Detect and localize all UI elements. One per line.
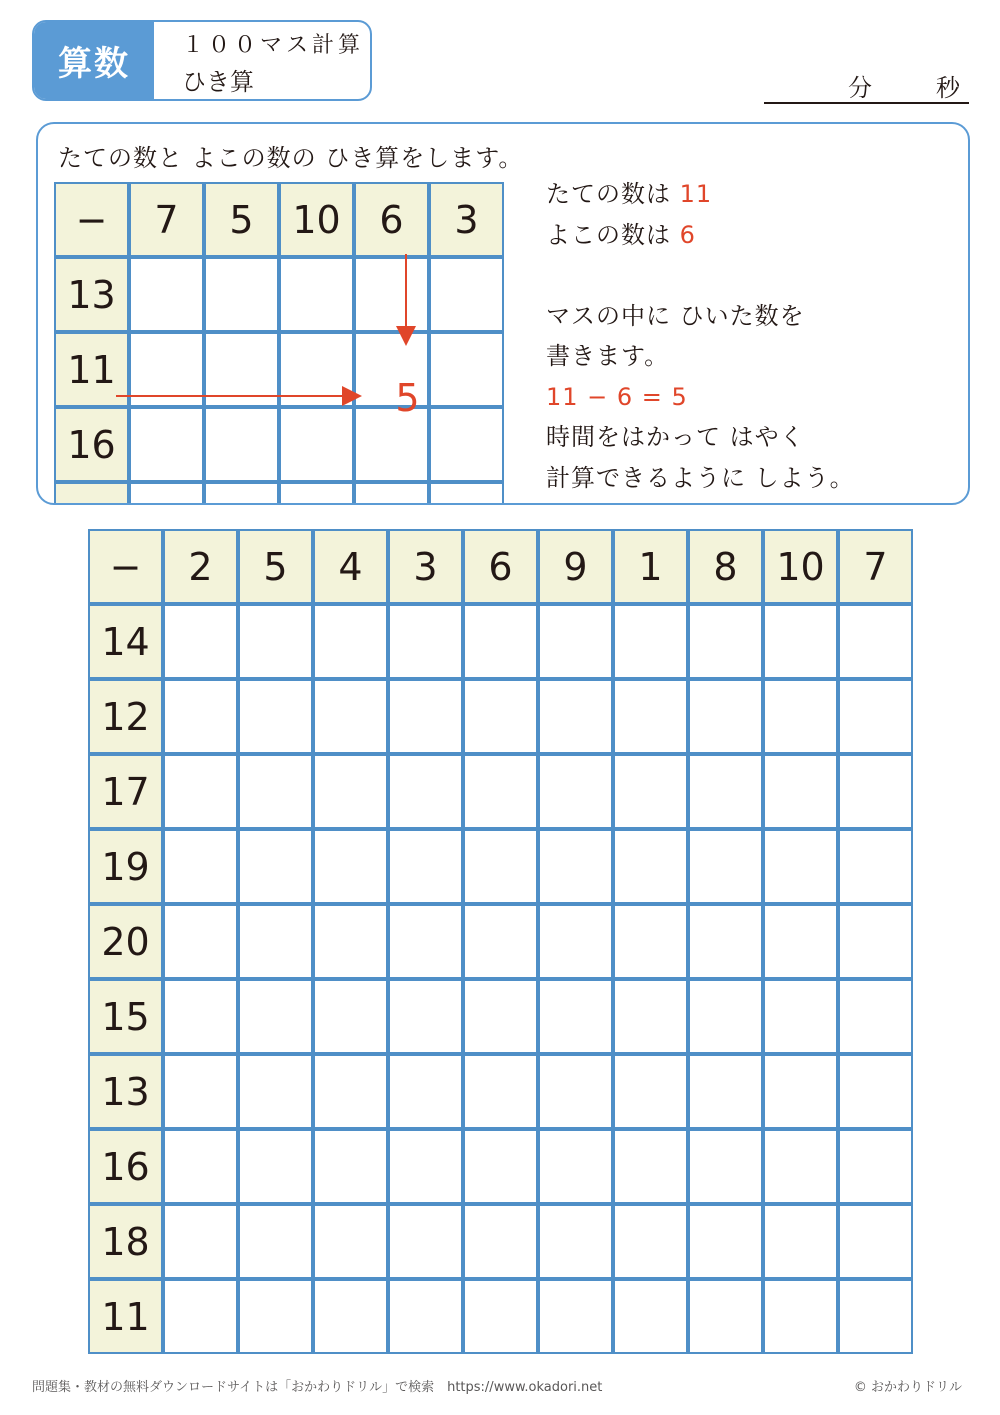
row-header-cell: 12 bbox=[88, 679, 163, 754]
answer-cell[interactable] bbox=[463, 829, 538, 904]
example-equation: 11 − 6 = 5 bbox=[546, 382, 688, 411]
example-box bbox=[36, 122, 970, 505]
answer-cell[interactable] bbox=[163, 1204, 238, 1279]
tate-value: 11 bbox=[679, 180, 713, 208]
answer-cell[interactable] bbox=[613, 1129, 688, 1204]
example-intro: たての数と よこの数の ひき算をします。 bbox=[58, 144, 524, 172]
answer-cell[interactable] bbox=[163, 754, 238, 829]
answer-cell[interactable] bbox=[688, 1279, 763, 1354]
answer-cell[interactable] bbox=[763, 604, 838, 679]
worksheet-title: １００マス計算 bbox=[182, 33, 365, 58]
answer-cell[interactable] bbox=[838, 1054, 913, 1129]
row-header-cell: 17 bbox=[88, 754, 163, 829]
col-header-cell: 6 bbox=[463, 529, 538, 604]
answer-cell[interactable] bbox=[463, 1129, 538, 1204]
answer-cell[interactable] bbox=[538, 829, 613, 904]
answer-cell[interactable] bbox=[463, 1279, 538, 1354]
answer-cell[interactable] bbox=[313, 1129, 388, 1204]
row-header-cell: 15 bbox=[88, 979, 163, 1054]
col-header-cell: 7 bbox=[838, 529, 913, 604]
answer-cell[interactable] bbox=[463, 679, 538, 754]
answer-cell[interactable] bbox=[238, 829, 313, 904]
answer-cell[interactable] bbox=[388, 829, 463, 904]
answer-cell[interactable] bbox=[838, 1129, 913, 1204]
example-answer: 5 bbox=[395, 375, 420, 420]
answer-cell[interactable] bbox=[238, 754, 313, 829]
example-arrows bbox=[54, 182, 514, 505]
answer-cell[interactable] bbox=[538, 1129, 613, 1204]
row-header-cell: 16 bbox=[88, 1129, 163, 1204]
title-box bbox=[32, 20, 372, 101]
answer-cell[interactable] bbox=[313, 754, 388, 829]
answer-cell[interactable] bbox=[838, 979, 913, 1054]
answer-cell[interactable] bbox=[838, 904, 913, 979]
answer-cell[interactable] bbox=[313, 679, 388, 754]
answer-cell[interactable] bbox=[463, 904, 538, 979]
answer-cell[interactable] bbox=[388, 679, 463, 754]
answer-cell[interactable] bbox=[163, 604, 238, 679]
instruction-line-4: 計算できるように しよう。 bbox=[546, 463, 855, 492]
answer-cell[interactable] bbox=[613, 754, 688, 829]
answer-cell[interactable] bbox=[238, 679, 313, 754]
col-header-cell: 5 bbox=[238, 529, 313, 604]
answer-cell[interactable] bbox=[163, 679, 238, 754]
answer-cell[interactable] bbox=[538, 1054, 613, 1129]
answer-cell[interactable] bbox=[763, 1129, 838, 1204]
col-header-cell: 2 bbox=[163, 529, 238, 604]
answer-cell[interactable] bbox=[538, 1204, 613, 1279]
answer-cell[interactable] bbox=[238, 979, 313, 1054]
footer-copyright: © おかわりドリル bbox=[853, 1380, 962, 1395]
worksheet-subtitle: ひき算 bbox=[182, 68, 254, 96]
answer-cell[interactable] bbox=[613, 604, 688, 679]
answer-cell[interactable] bbox=[463, 1054, 538, 1129]
spacer-line bbox=[546, 255, 855, 296]
answer-cell[interactable] bbox=[613, 1279, 688, 1354]
example-col-header: 7 bbox=[129, 182, 204, 257]
answer-cell[interactable] bbox=[463, 1204, 538, 1279]
answer-cell[interactable] bbox=[688, 1054, 763, 1129]
answer-cell[interactable] bbox=[163, 904, 238, 979]
answer-cell[interactable] bbox=[538, 1279, 613, 1354]
answer-cell[interactable] bbox=[613, 1204, 688, 1279]
instruction-line-3: 時間をはかって はやく bbox=[546, 423, 805, 451]
answer-cell[interactable] bbox=[238, 1279, 313, 1354]
answer-cell[interactable] bbox=[388, 604, 463, 679]
answer-cell[interactable] bbox=[163, 829, 238, 904]
hundred-cell-grid bbox=[88, 529, 913, 1354]
answer-cell[interactable] bbox=[688, 904, 763, 979]
col-header-cell: 1 bbox=[613, 529, 688, 604]
answer-cell[interactable] bbox=[763, 1054, 838, 1129]
answer-cell[interactable] bbox=[388, 1279, 463, 1354]
answer-cell[interactable] bbox=[313, 979, 388, 1054]
answer-cell[interactable] bbox=[763, 979, 838, 1054]
answer-cell[interactable] bbox=[313, 1279, 388, 1354]
row-header-cell: 19 bbox=[88, 829, 163, 904]
row-header-cell: 11 bbox=[88, 1279, 163, 1354]
answer-cell[interactable] bbox=[838, 604, 913, 679]
instruction-line-1: マスの中に ひいた数を bbox=[546, 301, 805, 330]
answer-cell[interactable] bbox=[763, 829, 838, 904]
answer-cell[interactable] bbox=[688, 1204, 763, 1279]
example-row-header: 16 bbox=[54, 407, 129, 482]
col-header-cell: 4 bbox=[313, 529, 388, 604]
answer-cell[interactable] bbox=[763, 1204, 838, 1279]
example-col-header: 10 bbox=[279, 182, 354, 257]
answer-cell[interactable] bbox=[613, 829, 688, 904]
answer-cell[interactable] bbox=[613, 904, 688, 979]
yoko-value: 6 bbox=[679, 220, 696, 249]
answer-cell[interactable] bbox=[238, 604, 313, 679]
example-operator-cell: − bbox=[54, 182, 129, 257]
answer-cell[interactable] bbox=[763, 1279, 838, 1354]
answer-cell[interactable] bbox=[763, 904, 838, 979]
answer-cell[interactable] bbox=[238, 1129, 313, 1204]
answer-cell[interactable] bbox=[463, 604, 538, 679]
answer-cell[interactable] bbox=[838, 829, 913, 904]
answer-cell[interactable] bbox=[388, 1129, 463, 1204]
example-col-header: 6 bbox=[354, 182, 429, 257]
example-row-header: 13 bbox=[54, 257, 129, 332]
answer-cell[interactable] bbox=[163, 979, 238, 1054]
explanation-text bbox=[546, 174, 855, 498]
answer-cell[interactable] bbox=[238, 904, 313, 979]
answer-cell[interactable] bbox=[388, 1054, 463, 1129]
answer-cell[interactable] bbox=[388, 1204, 463, 1279]
answer-cell[interactable] bbox=[163, 1129, 238, 1204]
time-record-field bbox=[764, 60, 969, 104]
yoko-line bbox=[546, 215, 855, 256]
footer-site-info: 問題集・教材の無料ダウンロードサイトは「おかわりドリル」で検索 https://www.okadori.net bbox=[32, 1380, 603, 1395]
answer-cell[interactable] bbox=[838, 1204, 913, 1279]
answer-cell[interactable] bbox=[763, 754, 838, 829]
answer-cell[interactable] bbox=[688, 829, 763, 904]
answer-cell[interactable] bbox=[688, 979, 763, 1054]
yoko-label: よこの数は bbox=[546, 220, 680, 249]
answer-cell[interactable] bbox=[313, 829, 388, 904]
answer-cell[interactable] bbox=[163, 1279, 238, 1354]
tate-label: たての数は bbox=[546, 180, 680, 208]
example-row-header: 11 bbox=[54, 332, 129, 407]
answer-cell[interactable] bbox=[313, 904, 388, 979]
col-header-cell: 8 bbox=[688, 529, 763, 604]
tate-line bbox=[546, 174, 855, 215]
answer-cell[interactable] bbox=[838, 754, 913, 829]
example-col-header: 3 bbox=[429, 182, 504, 257]
row-header-cell: 18 bbox=[88, 1204, 163, 1279]
col-header-cell: 10 bbox=[763, 529, 838, 604]
answer-cell[interactable] bbox=[838, 1279, 913, 1354]
example-grid bbox=[54, 182, 514, 505]
answer-cell[interactable] bbox=[463, 979, 538, 1054]
answer-cell[interactable] bbox=[313, 1204, 388, 1279]
answer-cell[interactable] bbox=[538, 754, 613, 829]
answer-cell[interactable] bbox=[463, 754, 538, 829]
seconds-label: 秒 bbox=[936, 74, 960, 102]
answer-cell[interactable] bbox=[313, 604, 388, 679]
answer-cell[interactable] bbox=[613, 1054, 688, 1129]
col-header-cell: 3 bbox=[388, 529, 463, 604]
answer-cell[interactable] bbox=[688, 604, 763, 679]
answer-cell[interactable] bbox=[538, 604, 613, 679]
row-header-cell: 20 bbox=[88, 904, 163, 979]
answer-cell[interactable] bbox=[763, 679, 838, 754]
answer-cell[interactable] bbox=[538, 904, 613, 979]
row-header-cell: 13 bbox=[88, 1054, 163, 1129]
answer-cell[interactable] bbox=[388, 904, 463, 979]
answer-cell[interactable] bbox=[238, 1204, 313, 1279]
minutes-label: 分 bbox=[848, 74, 872, 102]
answer-cell[interactable] bbox=[688, 1129, 763, 1204]
answer-cell[interactable] bbox=[613, 979, 688, 1054]
answer-cell[interactable] bbox=[688, 754, 763, 829]
answer-cell[interactable] bbox=[538, 979, 613, 1054]
answer-cell[interactable] bbox=[838, 679, 913, 754]
instruction-line-2: 書きます。 bbox=[546, 342, 670, 370]
subject-label: 算数 bbox=[34, 22, 154, 99]
answer-cell[interactable] bbox=[613, 679, 688, 754]
answer-cell[interactable] bbox=[163, 1054, 238, 1129]
answer-cell[interactable] bbox=[388, 754, 463, 829]
answer-cell[interactable] bbox=[688, 679, 763, 754]
answer-cell[interactable] bbox=[238, 1054, 313, 1129]
example-col-header: 5 bbox=[204, 182, 279, 257]
answer-cell[interactable] bbox=[538, 679, 613, 754]
answer-cell[interactable] bbox=[313, 1054, 388, 1129]
row-header-cell: 14 bbox=[88, 604, 163, 679]
answer-cell[interactable] bbox=[388, 979, 463, 1054]
operator-cell: − bbox=[88, 529, 163, 604]
col-header-cell: 9 bbox=[538, 529, 613, 604]
